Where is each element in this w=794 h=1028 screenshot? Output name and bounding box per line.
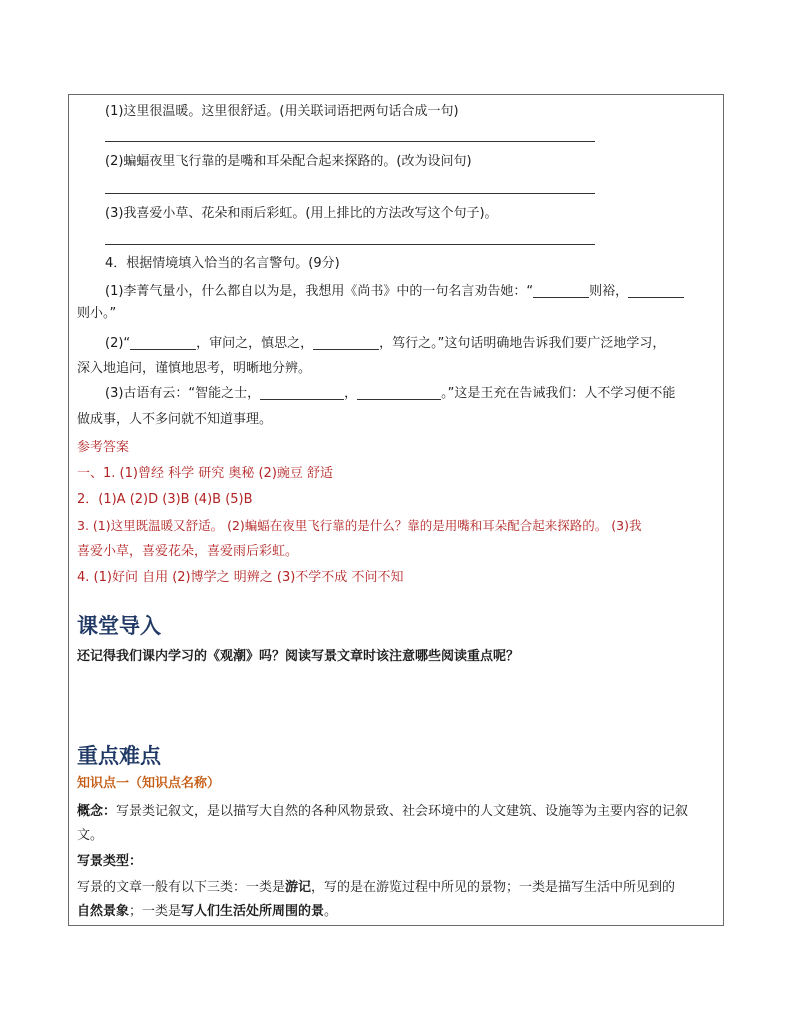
fill-blank[interactable] [628, 283, 684, 298]
q4-3-text-a: (3)古语有云：“智能之士， [105, 386, 261, 401]
types-line-2 [77, 903, 337, 921]
types-text: ；一类是 [129, 904, 182, 919]
q4-2-text-c: ，笃行之。”这句话明确地告诉我们要广泛地学习， [379, 336, 666, 351]
fill-blank[interactable] [533, 283, 589, 298]
q4-3-text-b: ， [344, 386, 358, 401]
fill-blank[interactable] [130, 335, 196, 350]
concept-line-1 [77, 803, 688, 821]
answer-line[interactable] [105, 244, 595, 245]
q4-2-text-b: ，审问之，慎思之， [196, 336, 314, 351]
types-text: ，写的是在游览过程中所见的景物；一类是描写生活中所见到的 [311, 880, 676, 895]
q4-3-cont: 做成事，人不多问就不知道事理。 [77, 412, 273, 427]
types-emphasis: 游记 [285, 880, 312, 895]
answer-1: 一、1. (1)曾经 科学 研究 奥秘 (2)豌豆 舒适 [77, 466, 334, 481]
q4-3-text-c: 。”这是王充在告诫我们：人不学习便不能 [441, 386, 676, 401]
q4-item-3 [105, 385, 675, 403]
q4-item-2 [105, 335, 665, 353]
q4-2-cont: 深入地追问，谨慎地思考，明晰地分辨。 [77, 361, 312, 376]
answers-title: 参考答案 [77, 440, 130, 455]
types-line-1 [77, 879, 675, 897]
types-emphasis: 写人们生活处所周围的景 [181, 904, 325, 919]
concept-label: 概念： [77, 804, 117, 819]
q4-1-text-b: 则裕， [589, 284, 629, 299]
q3-item-1: (1)这里很温暖。这里很舒适。(用关联词语把两句话合成一句) [105, 104, 459, 119]
q4-title: 4．根据情境填入恰当的名言警句。(9分) [105, 256, 340, 271]
q4-1-cont: 则小。” [77, 306, 117, 321]
q3-item-3: (3)我喜爱小草、花朵和雨后彩虹。(用上排比的方法改写这个句子)。 [105, 206, 498, 221]
concept-text: 写景类记叙文，是以描写大自然的各种风物景致、社会环境中的人文建筑、设施等为主要内容的记叙 [116, 804, 689, 819]
q4-2-text-a: (2)“ [105, 336, 131, 351]
section-heading-intro: 课堂导入 [77, 613, 161, 638]
answer-line[interactable] [105, 193, 595, 194]
content-frame [68, 94, 724, 926]
answer-3: 3. (1)这里既温暖又舒适。 (2)蝙蝠在夜里飞行靠的是什么？靠的是用嘴和耳朵配合起来探路的。 (3)我 [77, 518, 642, 533]
answer-3-cont: 喜爱小草，喜爱花朵，喜爱雨后彩虹。 [77, 544, 299, 559]
answer-2: 2．(1)A (2)D (3)B (4)B (5)B [77, 492, 253, 507]
q3-item-2: (2)蝙蝠夜里飞行靠的是嘴和耳朵配合起来探路的。(改为设问句) [105, 154, 472, 169]
answer-line[interactable] [105, 141, 595, 142]
fill-blank[interactable] [357, 385, 441, 400]
q4-1-text-a: (1)李菁气量小，什么都自以为是，我想用《尚书》中的一句名言劝告她：“ [105, 284, 534, 299]
types-text: 。 [324, 904, 338, 919]
fill-blank[interactable] [313, 335, 379, 350]
fill-blank[interactable] [260, 385, 344, 400]
types-emphasis: 自然景象 [77, 904, 130, 919]
concept-line-2: 文。 [77, 828, 104, 843]
section-heading-key: 重点难点 [77, 743, 161, 768]
intro-question: 还记得我们课内学习的《观潮》吗？阅读写景文章时该注意哪些阅读重点呢？ [77, 649, 520, 664]
answer-4: 4. (1)好问 自用 (2)博学之 明辨之 (3)不学不成 不问不知 [77, 570, 404, 585]
knowledge-point-title: 知识点一（知识点名称） [77, 776, 221, 791]
types-text: 写景的文章一般有以下三类：一类是 [77, 880, 286, 895]
q4-item-1 [105, 283, 684, 301]
types-label: 写景类型： [77, 854, 143, 869]
